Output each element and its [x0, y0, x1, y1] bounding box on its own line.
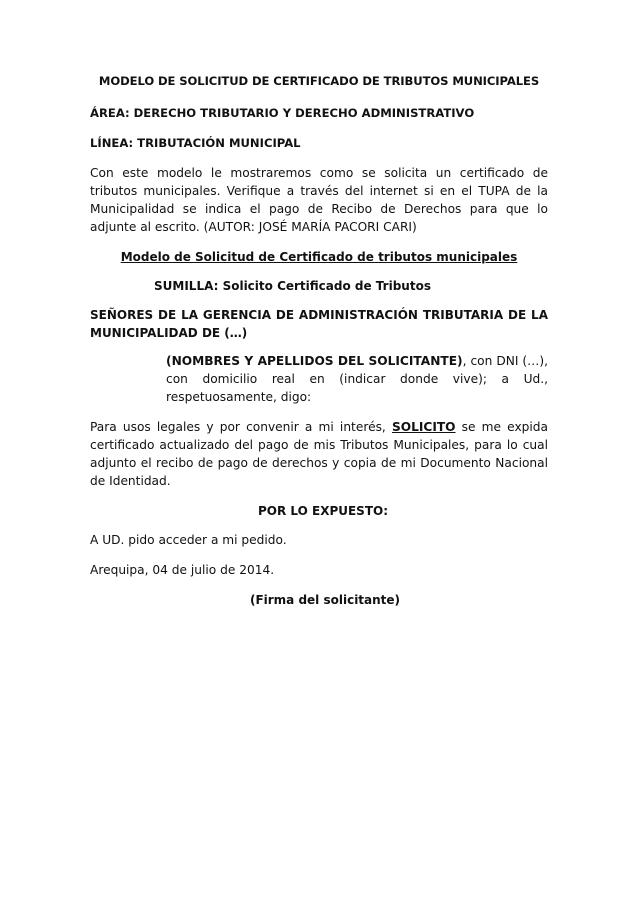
date-line: Arequipa, 04 de julio de 2014.: [90, 563, 275, 577]
request-paragraph: [90, 418, 548, 490]
request-end: se me expida certificado actualizado del pago de mis Tributos Municipales, para lo cual adjunto el recibo de pago de derechos y copia de mi Documento Nacional de Identidad.: [90, 420, 548, 488]
request-start: Para usos legales y por convenir a mi interés,: [90, 420, 392, 434]
applicant-paragraph: [166, 352, 548, 406]
model-title: Modelo de Solicitud de Certificado de tributos municipales: [120, 250, 518, 264]
document-title: MODELO DE SOLICITUD DE CERTIFICADO DE TRIBUTOS MUNICIPALES: [98, 74, 540, 88]
intro-paragraph: Con este modelo le mostraremos como se solicita un certificado de tributos municipales. Verifique a través del internet si en el TUPA de la Municipalidad se indica el pago de Recibo de Derechos para que lo adjunte al escrito. (AUTOR: JOSÉ MARÍA PACORI CARI): [90, 166, 548, 234]
addressee-paragraph: SEÑORES DE LA GERENCIA DE ADMINISTRACIÓN TRIBUTARIA DE LA MUNICIPALIDAD DE (…): [90, 308, 548, 340]
linea-line: LÍNEA: TRIBUTACIÓN MUNICIPAL: [90, 136, 301, 150]
applicant-details: , con DNI (…), con domicilio real en (indicar donde vive); a Ud., respetuosamente, digo:: [166, 354, 548, 404]
por-lo-expuesto: POR LO EXPUESTO:: [257, 504, 389, 518]
request-keyword: SOLICITO: [391, 420, 456, 434]
sumilla-line: SUMILLA: Solicito Certificado de Tributos: [154, 279, 431, 293]
petition-line: A UD. pido acceder a mi pedido.: [90, 533, 287, 547]
document-content: [90, 72, 548, 609]
applicant-name: (NOMBRES Y APELLIDOS DEL SOLICITANTE): [166, 354, 463, 368]
area-line: ÁREA: DERECHO TRIBUTARIO Y DERECHO ADMINISTRATIVO: [90, 106, 475, 120]
signature-line: (Firma del solicitante): [249, 593, 401, 607]
